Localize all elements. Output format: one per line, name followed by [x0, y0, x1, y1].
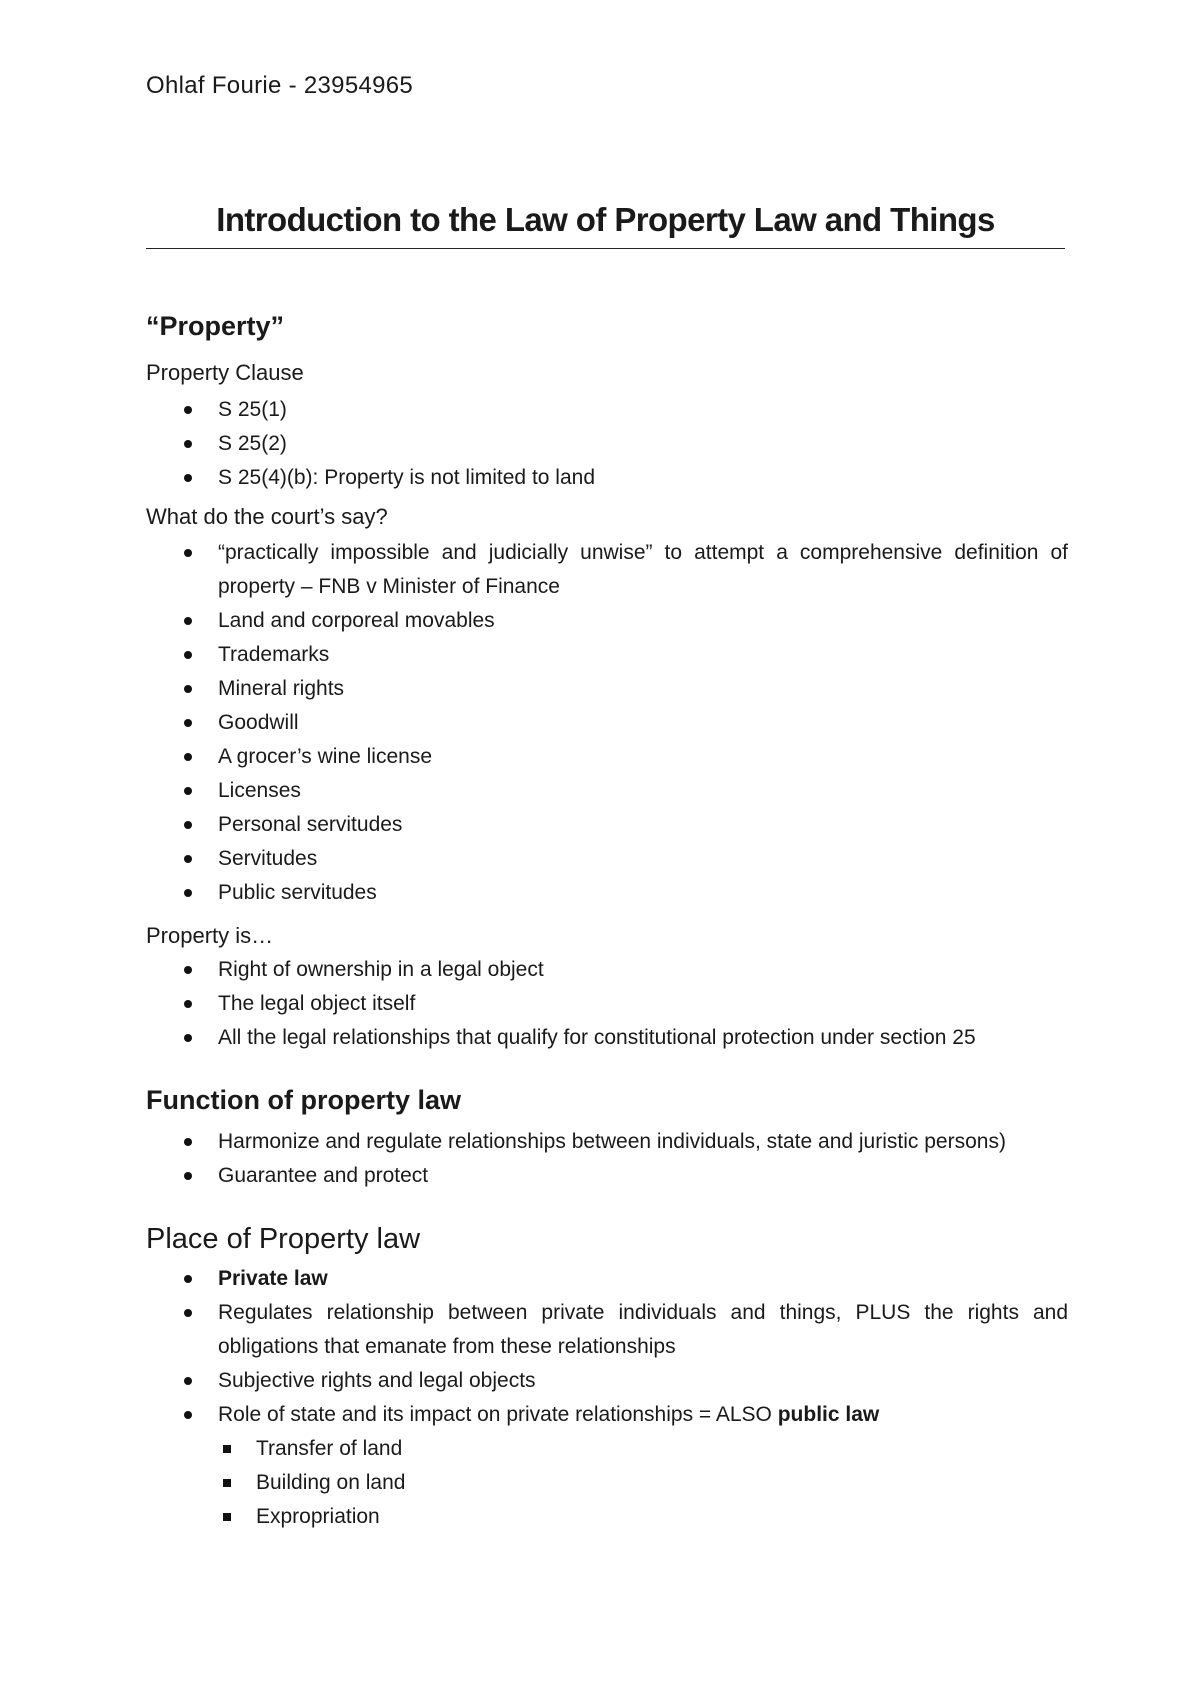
label-property-is: Property is… [146, 923, 274, 948]
list-item: Harmonize and regulate relationships between individuals, state and juristic persons) [218, 1125, 1068, 1159]
list-item: Building on land [256, 1466, 856, 1500]
heading-function: Function of property law [146, 1085, 461, 1115]
list-item [218, 1398, 1068, 1432]
heading-place: Place of Property law [146, 1223, 421, 1255]
list-item: Public servitudes [218, 876, 1068, 910]
list-place-sub [256, 1432, 856, 1534]
list-function [218, 1125, 1068, 1193]
list-property-is [218, 953, 1068, 1055]
list-item: Trademarks [218, 638, 1068, 672]
list-item: Servitudes [218, 842, 1068, 876]
list-item: Personal servitudes [218, 808, 1068, 842]
label-property-clause: Property Clause [146, 360, 304, 385]
list-item: S 25(4)(b): Property is not limited to land [218, 461, 1068, 495]
list-property-clause [218, 393, 1068, 495]
list-item: S 25(1) [218, 393, 1068, 427]
list-item: All the legal relationships that qualify for constitutional protection under section 25 [218, 1021, 1068, 1055]
list-item: Mineral rights [218, 672, 1068, 706]
document-title: Introduction to the Law of Property Law and Things [216, 201, 995, 238]
list-item: Guarantee and protect [218, 1159, 1068, 1193]
list-item: Transfer of land [256, 1432, 856, 1466]
list-item: Right of ownership in a legal object [218, 953, 1068, 987]
list-item: Private law [218, 1262, 1068, 1296]
heading-property: “Property” [146, 311, 285, 341]
list-item: Subjective rights and legal objects [218, 1364, 1068, 1398]
list-item: The legal object itself [218, 987, 1068, 1021]
list-place [218, 1262, 1068, 1432]
list-courts [218, 536, 1068, 910]
list-item: “practically impossible and judicially unwise” to attempt a comprehensive definition of property – FNB v Minister of Finance [218, 536, 1068, 604]
list-item: A grocer’s wine license [218, 740, 1068, 774]
list-item: S 25(2) [218, 427, 1068, 461]
list-item: Goodwill [218, 706, 1068, 740]
author-line: Ohlaf Fourie - 23954965 [146, 72, 414, 99]
label-courts: What do the court’s say? [146, 504, 388, 529]
role-text: Role of state and its impact on private relationships = ALSO [218, 1403, 778, 1426]
list-item: Licenses [218, 774, 1068, 808]
title-block [146, 196, 1065, 249]
list-item: Expropriation [256, 1500, 856, 1534]
list-item: Regulates relationship between private individuals and things, PLUS the rights and obligations that emanate from these relationships [218, 1296, 1068, 1364]
list-item: Land and corporeal movables [218, 604, 1068, 638]
public-law-emphasis: public law [777, 1403, 880, 1426]
